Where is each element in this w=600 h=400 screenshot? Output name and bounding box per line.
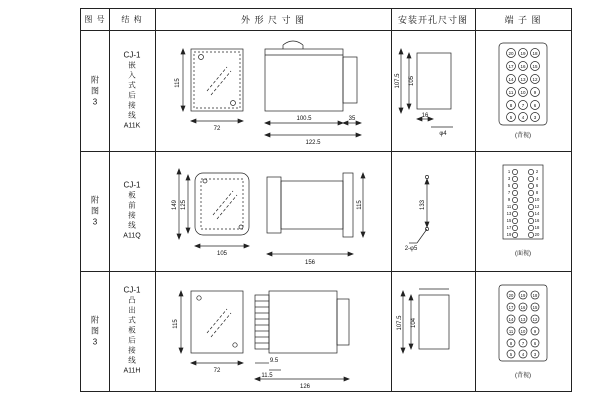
svg-text:9: 9	[507, 197, 511, 202]
row1-fig-l3: 3	[92, 97, 98, 107]
row2-hole-dim-133: 133	[420, 199, 426, 211]
row3-terminal-view-label: (背视)	[515, 373, 531, 379]
row2-hole-dim-2phi5: 2-φ5	[404, 246, 418, 252]
row3-desc: 凸 出 式 板 后 接 线	[128, 295, 136, 365]
row3-fig-l3: 3	[92, 337, 98, 347]
header-cell-hole: 安装开孔尺寸图	[397, 15, 468, 25]
row1-dim-35: 35	[348, 116, 356, 122]
row2-dim-156: 156	[304, 260, 316, 266]
row2-dim-105: 105	[216, 251, 228, 257]
header-cell-structure: 结 构	[121, 15, 143, 24]
svg-text:4: 4	[535, 176, 539, 181]
row2-dim-149: 149	[172, 199, 178, 211]
row1-outline-drawing	[155, 31, 391, 151]
row1-dim-1005: 100.5	[296, 116, 312, 122]
row2-figure-no	[81, 195, 109, 228]
row1-dim-1225: 122.5	[305, 140, 321, 146]
svg-text:20: 20	[534, 232, 540, 237]
row3-hole-cell	[391, 271, 475, 391]
row1-structure-cell	[109, 31, 155, 151]
row2-fig-l2: 图	[91, 206, 99, 216]
svg-text:17: 17	[508, 305, 514, 310]
row3-dim-126: 126	[299, 384, 311, 390]
row1-hole-dim-105: 105	[409, 75, 415, 87]
svg-text:1: 1	[507, 169, 511, 174]
row3-dim-72: 72	[213, 368, 221, 374]
row1-code: A11K	[123, 122, 141, 130]
row1-structure	[109, 51, 155, 132]
row2-figure-no-cell	[81, 151, 109, 271]
row1-model: CJ-1	[123, 50, 141, 60]
svg-text:3: 3	[533, 115, 537, 120]
svg-text:12: 12	[534, 204, 540, 209]
svg-text:8: 8	[535, 190, 539, 195]
svg-text:11: 11	[506, 204, 512, 209]
svg-text:6: 6	[533, 103, 537, 108]
header-cell-figure-no: 图 号	[84, 15, 106, 24]
svg-text:18: 18	[532, 293, 538, 298]
svg-text:14: 14	[534, 211, 540, 216]
svg-text:4: 4	[521, 115, 525, 120]
svg-text:7: 7	[521, 341, 525, 346]
svg-text:9: 9	[533, 329, 537, 334]
svg-text:11: 11	[508, 90, 514, 95]
row2-terminal-drawing	[475, 151, 571, 271]
row2-hole-drawing	[391, 151, 475, 271]
svg-text:5: 5	[509, 352, 513, 357]
row1-dim-115: 115	[175, 78, 181, 88]
row1-desc: 嵌 入 式 后 接 线	[128, 60, 136, 120]
svg-text:19: 19	[520, 293, 526, 298]
row1-terminal-drawing	[475, 31, 571, 151]
svg-text:16: 16	[520, 64, 526, 69]
svg-text:18: 18	[532, 51, 538, 56]
svg-text:14: 14	[508, 77, 514, 82]
svg-text:13: 13	[520, 317, 526, 322]
svg-text:5: 5	[507, 183, 511, 188]
row1-fig-l1: 附	[91, 75, 99, 85]
header-cell-outline: 外 形 尺 寸 图	[240, 15, 305, 25]
row3-structure-cell	[109, 271, 155, 391]
row2-structure-cell	[109, 151, 155, 271]
row2-code: A11Q	[123, 232, 141, 240]
svg-text:18: 18	[534, 225, 540, 230]
row1-hole-dim-phi4: φ4	[439, 131, 447, 137]
table-row	[81, 151, 571, 271]
svg-text:12: 12	[532, 77, 538, 82]
row3-dim-115b: 11.5	[261, 373, 273, 379]
row2-terminal-view-label: (面视)	[515, 251, 531, 257]
row3-code: A11H	[123, 367, 141, 375]
svg-text:3: 3	[507, 176, 511, 181]
svg-text:8: 8	[509, 341, 513, 346]
row3-figure-no	[81, 315, 109, 348]
svg-text:15: 15	[532, 305, 538, 310]
svg-text:10: 10	[520, 329, 526, 334]
row3-terminal-cell	[475, 271, 571, 391]
row2-dim-125: 125	[181, 199, 187, 211]
row2-model: CJ-1	[123, 180, 141, 190]
svg-text:13: 13	[520, 77, 526, 82]
svg-text:19: 19	[520, 51, 526, 56]
svg-text:20: 20	[508, 51, 514, 56]
svg-text:6: 6	[535, 183, 539, 188]
table-row	[81, 31, 571, 151]
row1-fig-l2: 图	[91, 86, 99, 96]
header-cell-terminal: 端 子 图	[504, 15, 542, 25]
row2-desc: 板 前 接 线	[128, 190, 136, 230]
svg-text:17: 17	[506, 225, 512, 230]
row2-dim-115: 115	[357, 200, 363, 210]
row1-figure-no	[81, 75, 109, 108]
row2-structure	[109, 181, 155, 242]
row1-dim-72: 72	[213, 126, 221, 132]
row3-structure	[109, 286, 155, 377]
row3-hole-dim-104: 104	[411, 317, 417, 329]
row2-fig-l1: 附	[91, 195, 99, 205]
svg-text:7: 7	[521, 103, 525, 108]
row3-figure-no-cell	[81, 271, 109, 391]
svg-text:13: 13	[506, 211, 512, 216]
svg-text:16: 16	[534, 218, 540, 223]
svg-text:19: 19	[506, 232, 512, 237]
spec-table	[80, 8, 572, 392]
svg-text:3: 3	[533, 352, 537, 357]
row2-fig-l3: 3	[92, 217, 98, 227]
row1-hole-cell	[391, 31, 475, 151]
svg-text:10: 10	[534, 197, 540, 202]
svg-text:4: 4	[521, 352, 525, 357]
row1-hole-dim-16: 16	[421, 113, 429, 119]
svg-text:9: 9	[533, 90, 537, 95]
row3-model: CJ-1	[123, 285, 141, 295]
svg-text:16: 16	[520, 305, 526, 310]
row3-hole-dim-1075: 107.5	[397, 315, 403, 331]
row3-dim-115: 115	[173, 319, 179, 329]
row3-hole-drawing	[391, 271, 475, 391]
svg-text:8: 8	[509, 103, 513, 108]
row1-terminal-cell	[475, 31, 571, 151]
svg-text:7: 7	[507, 190, 511, 195]
svg-text:6: 6	[533, 341, 537, 346]
row2-outline-drawing	[155, 151, 391, 271]
svg-text:20: 20	[508, 293, 514, 298]
svg-text:10: 10	[520, 90, 526, 95]
row1-terminal-view-label: (背视)	[515, 133, 531, 139]
svg-text:2: 2	[535, 169, 539, 174]
svg-text:12: 12	[532, 317, 538, 322]
svg-text:5: 5	[509, 115, 513, 120]
svg-text:17: 17	[508, 64, 514, 69]
row1-figure-no-cell	[81, 31, 109, 151]
row1-outline-cell	[155, 31, 391, 151]
row3-dim-95: 9.5	[269, 358, 279, 364]
row3-outline-cell	[155, 271, 391, 391]
row3-terminal-drawing	[475, 271, 571, 391]
row2-outline-cell	[155, 151, 391, 271]
row2-hole-cell	[391, 151, 475, 271]
table-row	[81, 271, 571, 391]
svg-text:11: 11	[508, 329, 514, 334]
svg-text:15: 15	[532, 64, 538, 69]
row1-hole-drawing	[391, 31, 475, 151]
row2-terminal-cell	[475, 151, 571, 271]
row1-hole-dim-1075: 107.5	[395, 73, 401, 89]
svg-text:15: 15	[506, 218, 512, 223]
svg-text:14: 14	[508, 317, 514, 322]
row3-fig-l1: 附	[91, 315, 99, 325]
row3-outline-drawing	[155, 271, 391, 391]
row3-fig-l2: 图	[91, 326, 99, 336]
